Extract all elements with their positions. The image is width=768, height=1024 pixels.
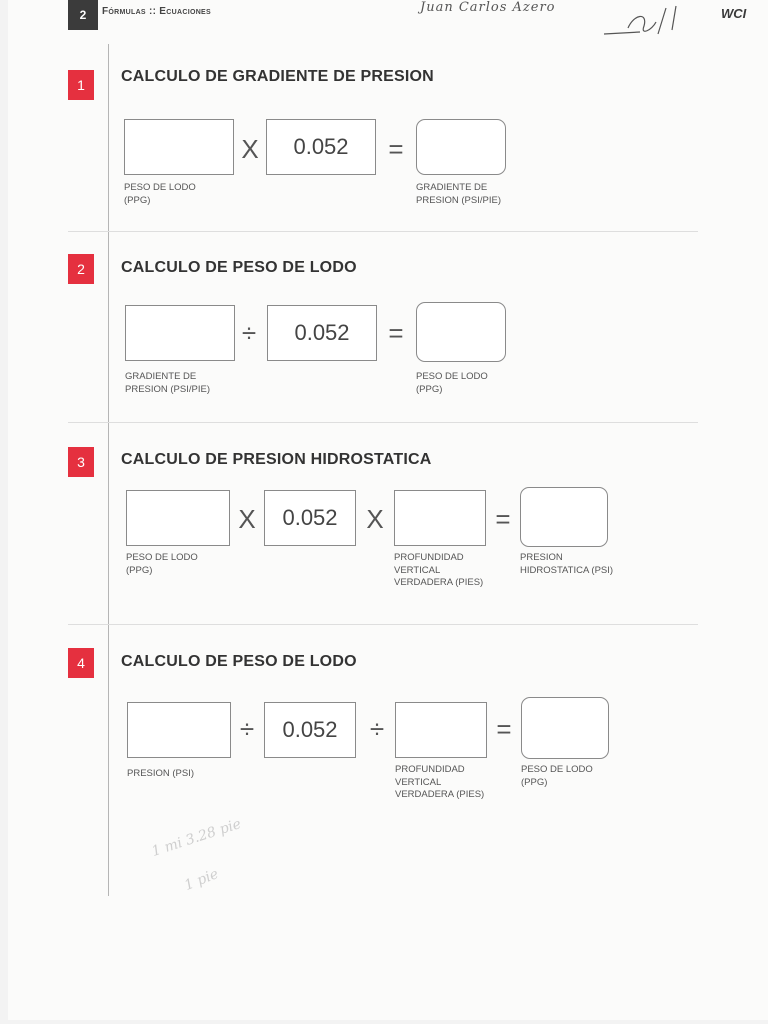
page-header — [8, 0, 768, 30]
pressure-gradient-input-box[interactable] — [125, 305, 235, 361]
true-vertical-depth-input-box[interactable] — [395, 702, 487, 758]
true-vertical-depth-input-box[interactable] — [394, 490, 486, 546]
section-divider — [68, 422, 698, 423]
constant-box: 0.052 — [266, 119, 376, 175]
field-label: PROFUNDIDAD VERTICAL VERDADERA (PIES) — [395, 764, 485, 800]
multiply-operator: X — [366, 504, 384, 534]
faint-handwritten-note: 1 pie — [182, 866, 221, 894]
field-label: PRESION (PSI) — [127, 768, 195, 779]
section-title: CALCULO DE PESO DE LODO — [121, 653, 357, 670]
divide-operator: ÷ — [369, 714, 385, 744]
field-label: PESO DE LODO (PPG) — [416, 371, 488, 395]
mud-weight-result-box[interactable] — [521, 697, 609, 759]
multiply-operator: X — [238, 504, 256, 534]
section-divider — [68, 231, 698, 232]
field-label: PESO DE LODO (PPG) — [126, 552, 198, 576]
field-label: PRESION HIDROSTATICA (PSI) — [520, 552, 614, 576]
mud-weight-input-box[interactable] — [124, 119, 234, 175]
field-label: PESO DE LODO (PPG) — [521, 764, 593, 788]
multiply-operator: X — [241, 134, 259, 164]
constant-box: 0.052 — [264, 702, 356, 758]
field-label: GRADIENTE DE PRESION (PSI/PIE) — [125, 371, 210, 395]
field-label: PESO DE LODO (PPG) — [124, 182, 196, 206]
field-label: GRADIENTE DE PRESION (PSI/PIE) — [416, 182, 501, 206]
divide-operator: ÷ — [241, 318, 257, 348]
brand-logo: WCI — [721, 6, 747, 21]
equals-operator: = — [388, 318, 404, 348]
section-title: CALCULO DE GRADIENTE DE PRESION — [121, 68, 434, 85]
equals-operator: = — [495, 504, 511, 534]
section-title: CALCULO DE PESO DE LODO — [121, 259, 357, 276]
signature-mark — [600, 4, 700, 38]
pressure-gradient-result-box[interactable] — [416, 119, 506, 175]
mud-weight-result-box[interactable] — [416, 302, 506, 362]
mud-weight-input-box[interactable] — [126, 490, 230, 546]
equals-operator: = — [496, 714, 512, 744]
constant-box: 0.052 — [267, 305, 377, 361]
section-number-badge: 1 — [68, 70, 94, 100]
margin-rule — [108, 44, 109, 896]
section-number-badge: 2 — [68, 254, 94, 284]
handwritten-name: Juan Carlos Azero — [420, 0, 556, 15]
pressure-input-box[interactable] — [127, 702, 231, 758]
page-number: 2 — [68, 0, 98, 30]
constant-box: 0.052 — [264, 490, 356, 546]
faint-handwritten-note: 1 mi 3.28 pie — [149, 816, 244, 860]
section-title: CALCULO DE PRESION HIDROSTATICA — [121, 451, 432, 468]
section-number-badge: 3 — [68, 447, 94, 477]
field-label: PROFUNDIDAD VERTICAL VERDADERA (PIES) — [394, 552, 484, 588]
header-section-title: Fórmulas :: Ecuaciones — [102, 6, 211, 17]
section-number-badge: 4 — [68, 648, 94, 678]
hydrostatic-pressure-result-box[interactable] — [520, 487, 608, 547]
worksheet-page — [8, 0, 768, 1020]
section-divider — [68, 624, 698, 625]
equals-operator: = — [388, 134, 404, 164]
divide-operator: ÷ — [239, 714, 255, 744]
